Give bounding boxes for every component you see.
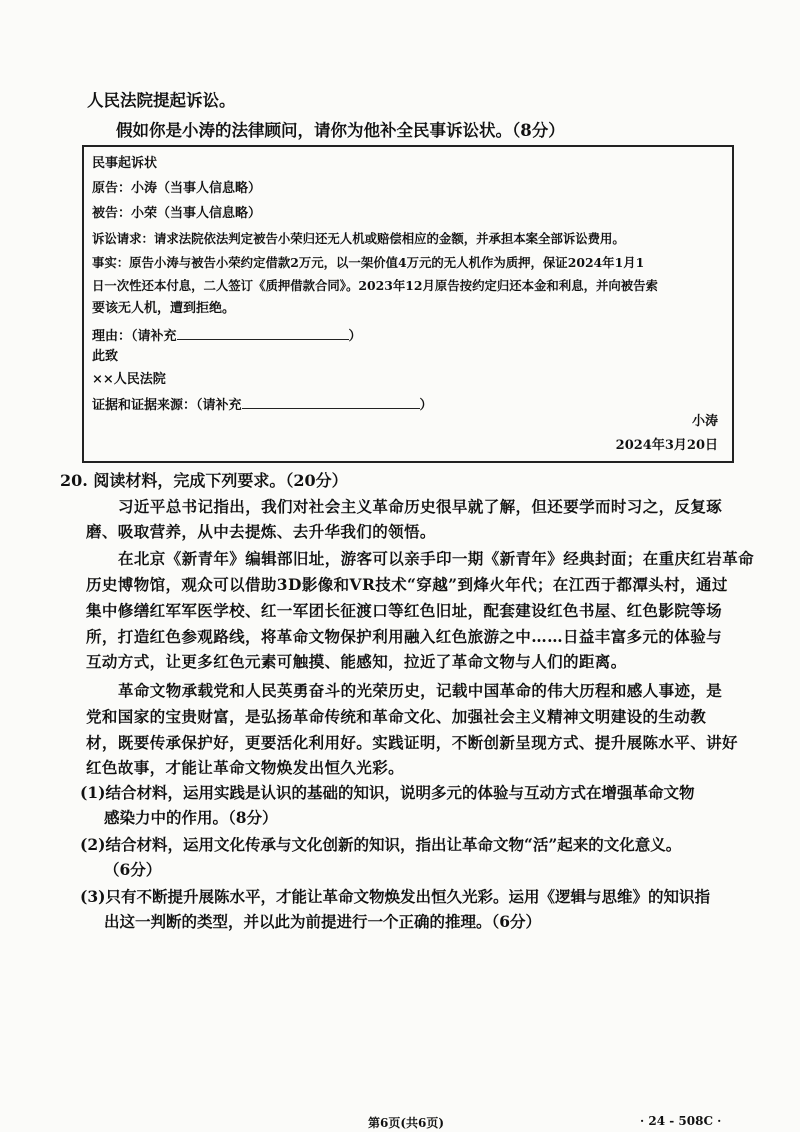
complaint-title: 民事起诉状 bbox=[92, 156, 158, 171]
complaint-plaintiff: 原告：小涛（当事人信息略） bbox=[92, 181, 262, 196]
footer-page-number: 第6页(共6页) bbox=[368, 1116, 445, 1130]
q20-sub3-line: (3)只有不断提升展陈水平，才能让革命文物焕发出恒久光彩。运用《逻辑与思维》的知识指 bbox=[80, 887, 710, 906]
complaint-signer: 小涛 bbox=[691, 414, 718, 429]
evidence-blank[interactable] bbox=[242, 394, 420, 409]
question-20-heading: 20. 阅读材料，完成下列要求。（20分） bbox=[60, 471, 348, 490]
intro-line-1: 人民法院提起诉讼。 bbox=[87, 91, 236, 110]
q20-p2-line: 集中修缮红军军医学校、红一军团长征渡口等红色旧址，配套建设红色书屋、红色影院等场 bbox=[86, 601, 723, 620]
q20-p1-line: 习近平总书记指出，我们对社会主义革命历史很早就了解，但还要学而时习之，反复琢 bbox=[118, 497, 723, 516]
q20-sub1-line: (1)结合材料，运用实践是认识的基础的知识，说明多元的体验与互动方式在增强革命文物 bbox=[80, 783, 695, 802]
complaint-box bbox=[82, 145, 734, 463]
q20-p3-line: 材，既要传承保护好，更要活化利用好。实践证明，不断创新呈现方式、提升展陈水平、讲好 bbox=[86, 733, 738, 752]
q20-sub1-line: 感染力中的作用。（8分） bbox=[104, 808, 278, 827]
q20-sub2-line: （6分） bbox=[104, 860, 162, 879]
complaint-court: ××人民法院 bbox=[92, 372, 166, 387]
complaint-claim: 诉讼请求：请求法院依法判定被告小荣归还无人机或赔偿相应的金额，并承担本案全部诉讼费用。 bbox=[92, 231, 625, 246]
q20-p3-line: 革命文物承载党和人民英勇奋斗的光荣历史，记载中国革命的伟大历程和感人事迹，是 bbox=[118, 681, 723, 700]
q20-p2-line: 互动方式，让更多红色元素可触摸、能感知，拉近了革命文物与人们的距离。 bbox=[86, 652, 627, 671]
q20-p2-line: 历史博物馆，观众可以借助3D影像和VR技术“穿越”到烽火年代；在江西于都潭头村，通过 bbox=[86, 575, 728, 594]
q20-p2-line: 所，打造红色参观路线，将革命文物保护利用融入红色旅游之中……日益丰富多元的体验与 bbox=[86, 627, 723, 646]
q20-sub2-line: (2)结合材料，运用文化传承与文化创新的知识，指出让革命文物“活”起来的文化意义。 bbox=[80, 835, 682, 854]
complaint-date: 2024年3月20日 bbox=[615, 438, 718, 453]
complaint-facts-1: 事实：原告小涛与被告小荣约定借款2万元，以一架价值4万元的无人机作为质押，保证2024年1月1 bbox=[92, 255, 645, 270]
q20-p3-line: 党和国家的宝贵财富，是弘扬革命传统和革命文化、加强社会主义精神文明建设的生动教 bbox=[86, 707, 707, 726]
evidence-close: ） bbox=[419, 398, 433, 413]
q20-p1-line: 磨、吸取营养，从中去提炼、去升华我们的领悟。 bbox=[86, 522, 436, 541]
complaint-defendant: 被告：小荣（当事人信息略） bbox=[92, 206, 262, 221]
complaint-facts-2: 日一次性还本付息，二人签订《质押借款合同》。2023年12月原告按约定归还本金和利息，并向被告索 bbox=[92, 278, 658, 293]
q20-p2-line: 在北京《新青年》编辑部旧址，游客可以亲手印一期《新青年》经典封面；在重庆红岩革命 bbox=[118, 549, 755, 568]
q20-sub3-line: 出这一判断的类型，并以此为前提进行一个正确的推理。（6分） bbox=[104, 912, 542, 931]
reason-label: 理由：（请补充 bbox=[92, 329, 177, 344]
complaint-evidence bbox=[92, 394, 433, 415]
complaint-reason bbox=[92, 325, 362, 346]
intro-line-2: 假如你是小涛的法律顾问，请你为他补全民事诉讼状。（8分） bbox=[116, 121, 565, 140]
evidence-label: 证据和证据来源：（请补充 bbox=[92, 398, 242, 413]
q20-p3-line: 红色故事，才能让革命文物焕发出恒久光彩。 bbox=[86, 758, 405, 777]
reason-close: ） bbox=[348, 329, 362, 344]
reason-blank[interactable] bbox=[177, 325, 349, 340]
complaint-facts-3: 要该无人机，遭到拒绝。 bbox=[92, 301, 236, 316]
footer-exam-code: · 24 - 508C · bbox=[640, 1114, 722, 1128]
complaint-salutation: 此致 bbox=[92, 349, 119, 364]
